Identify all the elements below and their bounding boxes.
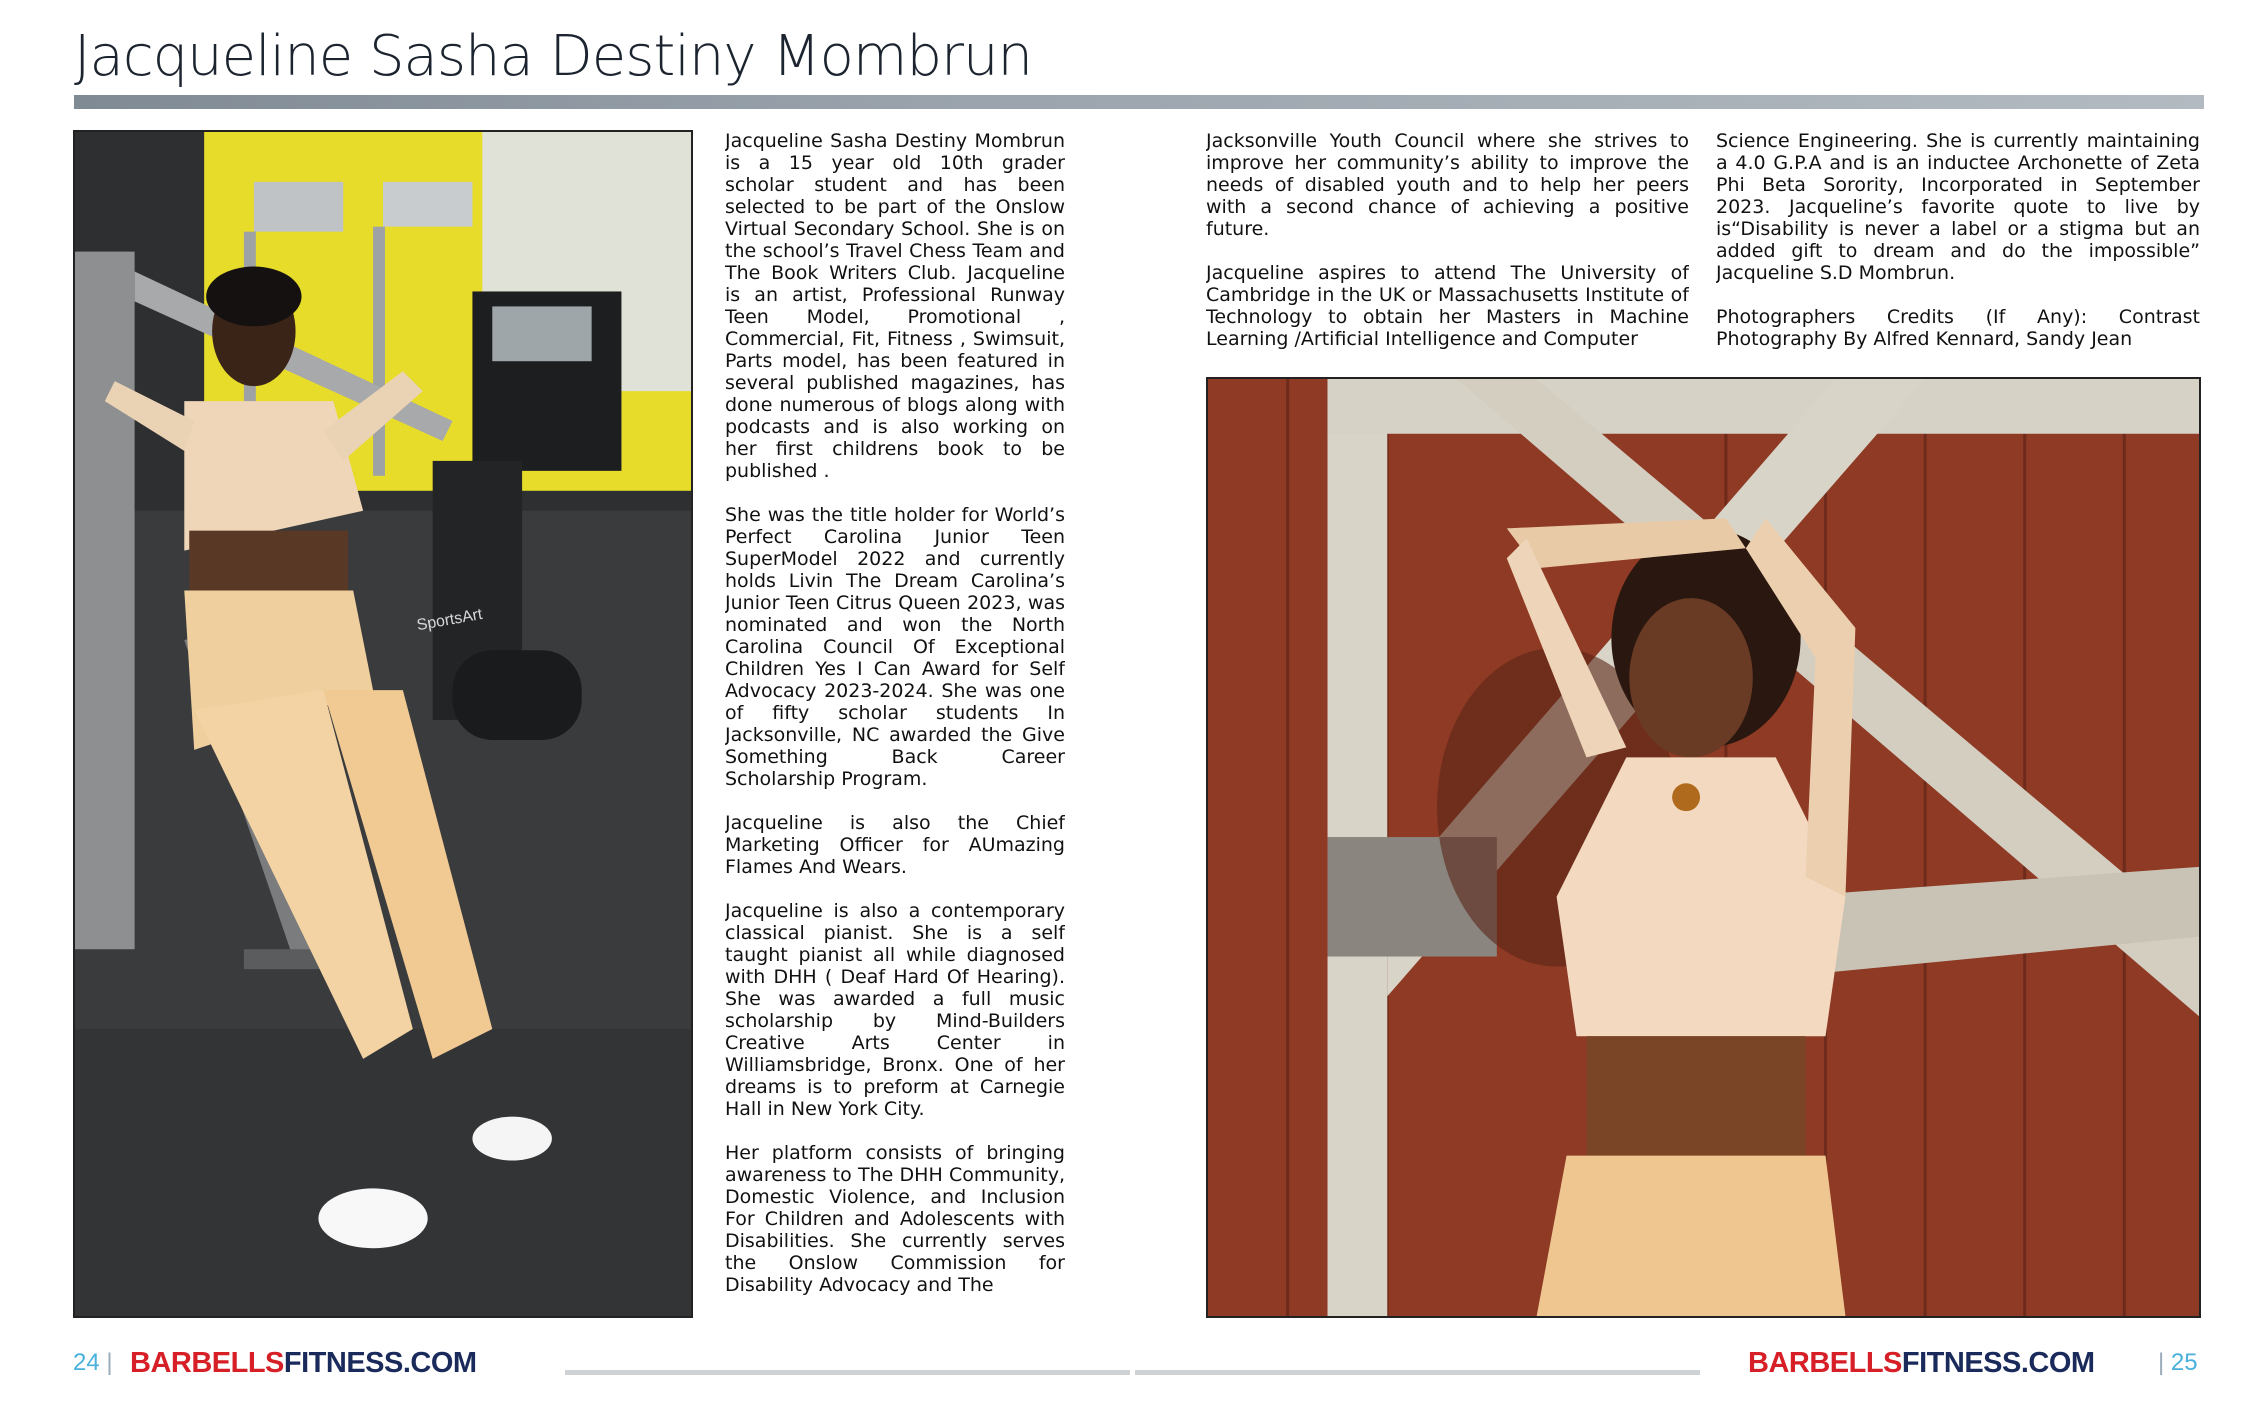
footer-divider bbox=[565, 1370, 1130, 1375]
barn-door-photo bbox=[1206, 377, 2201, 1318]
brand-logo-right bbox=[1748, 1346, 2095, 1380]
paragraph: Jacqueline aspires to attend The University of Cambridge in the UK or Massachusetts Institute of Technology to obtain her Masters in Machine Learning /Artificial Intelligence and Computer bbox=[1206, 262, 1689, 350]
paragraph: Jacqueline is also a contemporary classical pianist. She is a self taught pianist all while diagnosed with DHH ( Deaf Hard Of Hearing). She was awarded a full music scholarship by Mind-Builders Creative Arts Center in Williamsbridge, Bronx. One of her dreams is to preform at Carnegie Hall in New York City. bbox=[725, 900, 1065, 1120]
machine-brand-label: SportsArt bbox=[415, 605, 484, 635]
brand-part-1: BARBELLS bbox=[130, 1347, 284, 1379]
gym-photo-illustration bbox=[75, 132, 691, 1316]
brand-part-1: BARBELLS bbox=[1748, 1347, 1902, 1379]
barn-door-illustration bbox=[1208, 379, 2199, 1316]
page-number-right-value: 25 bbox=[2170, 1349, 2198, 1376]
brand-part-2: FITNESS.COM bbox=[283, 1347, 477, 1379]
photo-credits: Photographers Credits (If Any): Contrast Photography By Alfred Kennard, Sandy Jean bbox=[1716, 306, 2200, 350]
page-number-right bbox=[2158, 1348, 2198, 1378]
paragraph: Jacksonville Youth Council where she strives to improve her community’s ability to improve the needs of disabled youth and to help her peers with a second chance of achieving a positive future. bbox=[1206, 130, 1689, 240]
paragraph: She was the title holder for World’s Perfect Carolina Junior Teen SuperModel 2022 and currently holds Livin The Dream Carolina’s Junior Teen Citrus Queen 2023, was nominated and won the North Carolina Council Of Exceptional Children Yes I Can Award for Self Advocacy 2023-2024. She was one of fifty scholar students In Jacksonville, NC awarded the Give Something Back Career Scholarship Program. bbox=[725, 504, 1065, 790]
page-number-left-value: 24 bbox=[73, 1349, 100, 1376]
paragraph: Jacqueline Sasha Destiny Mombrun is a 15 year old 10th grader scholar student and has been selected to be part of the Onslow Virtual Secondary School. She is on the school’s Travel Chess Team and The Book Writers Club. Jacqueline is an artist, Professional Runway Teen Model, Promotional , Commercial, Fit, Fitness , Swimsuit, Parts model, has been featured in several published magazines, has done numerous of blogs along with podcasts and is also working on her first childrens book to be published . bbox=[725, 130, 1065, 482]
page-number-separator: | bbox=[2158, 1349, 2165, 1376]
title-divider-bar bbox=[74, 95, 2204, 109]
paragraph: Science Engineering. She is currently maintaining a 4.0 G.P.A and is an inductee Archonette of Zeta Phi Beta Sorority, Incorporated in September 2023. Jacqueline’s favorite quote to live by is“Disability is never a label or a stigma but an added gift to dream and do the impossible” Jacqueline S.D Mombrun. bbox=[1716, 130, 2200, 284]
page-number-separator: | bbox=[106, 1349, 113, 1376]
paragraph: Her platform consists of bringing awareness to The DHH Community, Domestic Violence, and Inclusion For Children and Adolescents with Disabilities. She currently serves the Onslow Commission for Disability Advocacy and The bbox=[725, 1142, 1065, 1296]
page-number-left bbox=[73, 1348, 113, 1378]
brand-logo-left bbox=[130, 1346, 477, 1380]
gym-photo bbox=[73, 130, 693, 1318]
footer-divider bbox=[1135, 1370, 1700, 1375]
article-column-3 bbox=[1716, 130, 2200, 360]
page-title: Jacqueline Sasha Destiny Mombrun bbox=[74, 24, 1033, 89]
article-column-1 bbox=[725, 130, 1065, 1310]
paragraph: Jacqueline is also the Chief Marketing Officer for AUmazing Flames And Wears. bbox=[725, 812, 1065, 878]
article-column-2 bbox=[1206, 130, 1689, 360]
brand-part-2: FITNESS.COM bbox=[1901, 1347, 2095, 1379]
